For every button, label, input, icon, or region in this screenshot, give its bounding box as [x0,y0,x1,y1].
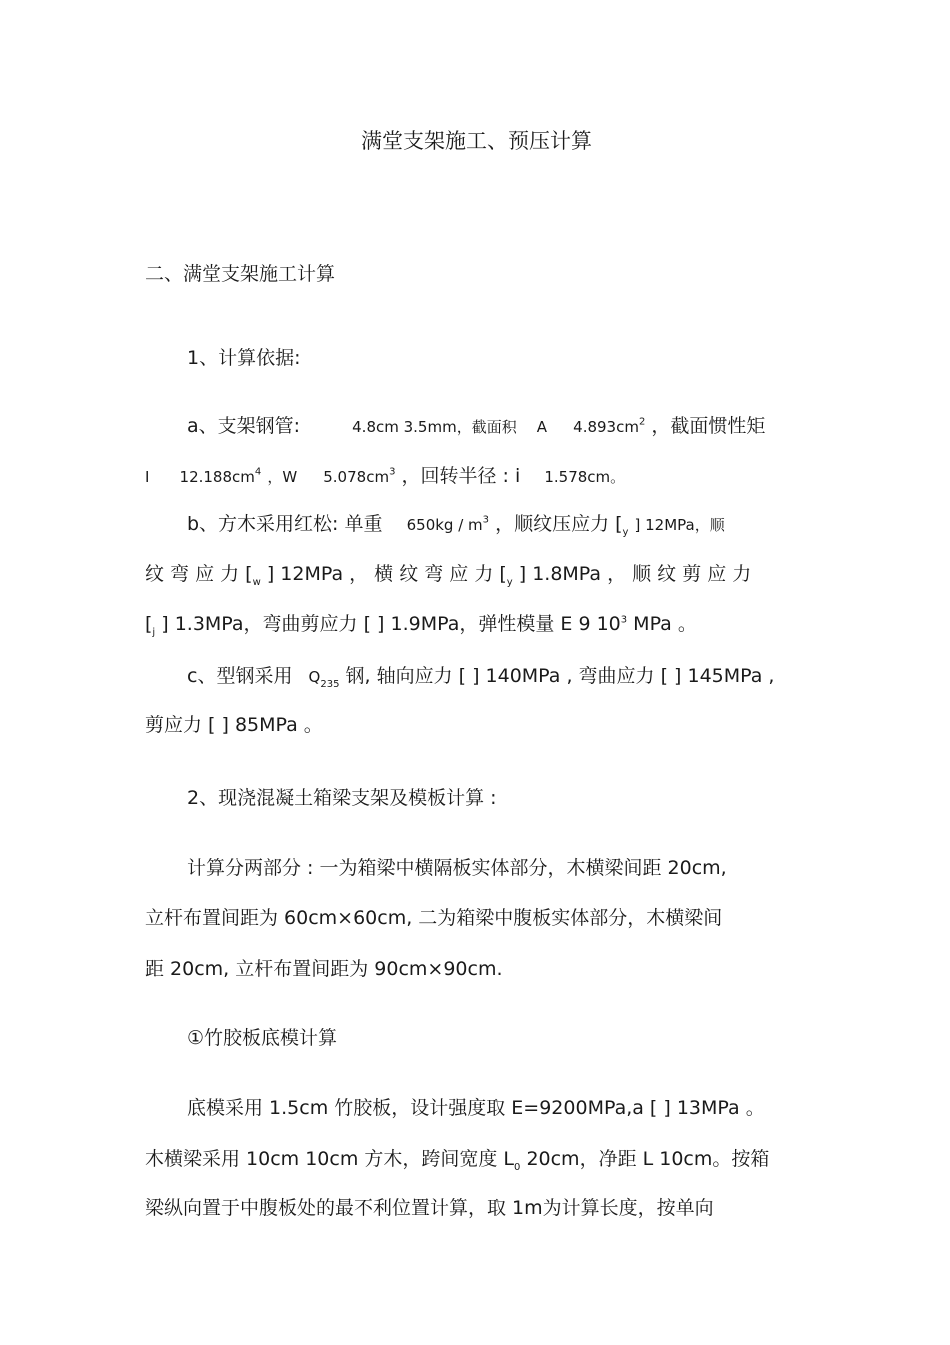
b-comp-lead: ，顺纹压应力 [ [495,513,623,535]
paragraph-b-line1 [187,512,725,537]
calc-paragraph-line1: 计算分两部分 : 一为箱梁中横隔板实体部分，木横梁间距 20cm, [187,857,727,879]
a-inertia-value: 12.188cm [179,468,255,486]
b-weight: 650kg / m [406,516,483,534]
b-modulus-sup: 3 [620,614,628,626]
formwork-line2-a: 木横梁采用 10cm 10cm 方木，跨间宽度 L [145,1148,515,1170]
formwork-line2 [145,1147,769,1171]
paragraph-c-line1 [187,664,774,689]
calc-paragraph-line3: 距 20cm, 立杆布置间距为 90cm×90cm. [145,958,503,980]
a-w-sup: 3 [389,466,396,478]
formwork-line2-b: 20cm，净距 L 10cm。按箱 [526,1148,770,1170]
formwork-line1: 底模采用 1.5cm 竹胶板，设计强度取 E=9200MPa,a [ ] 13MPa 。 [187,1097,765,1119]
formwork-heading: ①竹胶板底模计算 [187,1027,338,1049]
b-sub-y2: y [506,576,513,588]
b-line3-a: [ [145,613,153,635]
section-heading: 二、满堂支架施工计算 [145,263,336,285]
a-symbol-A: A [536,418,548,436]
b-line3-c: MPa 。 [633,613,697,635]
c-rest: 钢, 轴向应力 [ ] 140MPa , 弯曲应力 [ ] 145MPa , [345,665,775,687]
c-lead: c、型钢采用 [187,665,293,687]
page-title: 满堂支架施工、预压计算 [361,129,592,153]
a-symbol-I: I [145,468,150,486]
calc-paragraph-line2: 立杆布置间距为 60cm×60cm, 二为箱梁中腹板实体部分，木横梁间 [145,907,723,929]
a-inertia-sup: 4 [254,466,262,478]
subsection-heading: 1、计算依据: [187,347,301,369]
b-sub-y: y [622,526,629,538]
b-weight-sup: 3 [482,514,490,526]
paragraph-c-line2: 剪应力 [ ] 85MPa 。 [145,714,323,736]
a-dims: 4.8cm 3.5mm，截面积 [352,418,517,436]
a-radius-value: 1.578cm。 [544,468,626,486]
formwork-line3: 梁纵向置于中腹板处的最不利位置计算，取 1m为计算长度，按单向 [145,1197,714,1219]
b-comp-value: ] 12MPa，顺 [634,516,725,534]
a-radius-lead: ，回转半径 : i [401,465,521,487]
paragraph-a-line1 [187,414,765,439]
a-w-value: 5.078cm [323,468,390,486]
subsection-heading-2: 2、现浇混凝土箱梁支架及模板计算 : [187,787,497,809]
a-inertia-lead: ，截面惯性矩 [651,415,766,437]
a-lead: a、支架钢管: [187,415,301,437]
c-grade-sub: 235 [320,678,340,690]
formwork-l0-sub: 0 [514,1161,521,1173]
b-sub-w: w [252,576,261,588]
a-area-sup: 2 [638,416,646,428]
paragraph-a-line2 [145,464,625,489]
a-symbol-W: ，W [267,468,298,486]
b-lead: b、方木采用红松: 单重 [187,513,383,535]
paragraph-b-line2 [145,562,751,586]
a-area-value: 4.893cm [573,418,639,436]
b-line2-c: ] 1.8MPa ， 顺 纹 剪 应 力 [518,563,752,585]
paragraph-b-line3 [145,612,697,636]
b-line2-b: ] 12MPa ， 横 纹 弯 应 力 [ [266,563,507,585]
b-line3-b: ] 1.3MPa，弯曲剪应力 [ ] 1.9MPa，弹性模量 E 9 10 [161,613,621,635]
b-line2-a: 纹 弯 应 力 [ [145,563,253,585]
c-grade: Q [308,668,321,686]
b-sub-j: j [152,626,156,638]
